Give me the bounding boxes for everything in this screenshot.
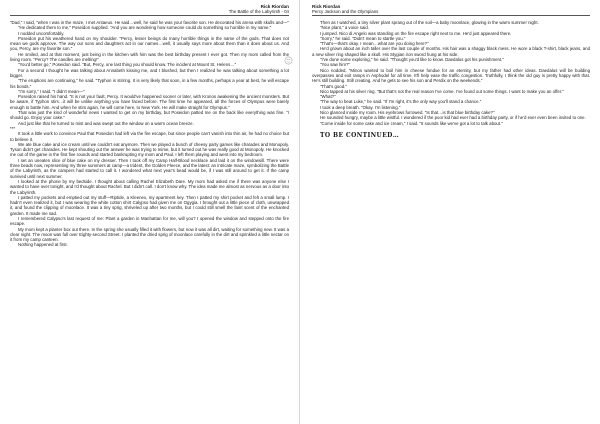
paragraph: Then as I watched, a tiny silver plant sprang out of the soil—a baby moonlace, glowing in the warm summer night.	[320, 20, 539, 25]
left-page-body	[10, 20, 289, 248]
paragraph: "You saw him?"	[320, 62, 350, 68]
paragraph: "Come inside for some cake and ice cream," I said. "It sounds like we've got a lot to talk about."	[320, 120, 503, 126]
paragraph: Nico glanced inside my room. His eyebrows furrowed. "Is that…is that blue birthday cake?"	[320, 110, 495, 116]
paragraph: I took a deep breath. "Okay. I'm listening."	[320, 104, 401, 110]
paragraph: And just like that he turned to mist and was swept out the window on a warm ocean breeze.	[18, 120, 194, 126]
paragraph: It took a little work to convince Paul that Poseidon had left via the fire escape, but since people can't vanish into thin air, he had no choice but to believe it.	[10, 131, 289, 142]
paragraph: "Sorry," he said. "Didn't mean to startle you."	[320, 35, 406, 41]
paragraph: We ate blue cake and ice cream until we couldn't eat anymore. Then we played a bunch of cheesy party games like charades and Monopoly. Tyson didn't get charades. He kept shouting out the answer he was trying to mime, but it turned out he was really good at Monopoly. He knocked me out of the game in the first five rounds and started bankrupting my mom and Paul. I left them playing and went into my bedroom.	[10, 141, 289, 158]
paragraph: "That's good."	[320, 83, 347, 89]
right-page-book-title: Percy Jackson and the Olympians	[312, 9, 590, 16]
paragraph: I nodded uncomfortably.	[18, 30, 65, 36]
paragraph: He'd grown about an inch taller over the last couple of months. His hair was a shaggy black mess. He wore a black T-shirt, black jeans, and a new silver ring shaped like a skull. His Stygian iron sword hung at his side.	[312, 46, 590, 57]
page-corner-icon	[284, 56, 293, 65]
paragraph: I set an uneaten slice of blue cake on my dresser. Then I took off my Camp Half-Blood necklace and laid it on the windowsill. There were three beads now, representing my three summers at camp—a trident, the Golden Fleece, and the latest: an intricate maze, symbolizing the Battle of the Labyrinth, as the campers had started to call it. I wondered what next year's bead would be, if I was still around to get it. If the camp survived until next summer.	[10, 157, 289, 179]
paragraph: I jumped. Nico di Angelo was standing on the fire escape right next to me. He'd just appeared there.	[320, 30, 512, 36]
right-page-header	[312, 4, 590, 18]
right-page	[300, 0, 600, 424]
paragraph: "Nice plant," a voice said.	[320, 25, 369, 31]
paragraph: "I've done some exploring," he said. "Thought you'd like to know. Daedalus got his punishment."	[320, 57, 504, 63]
paragraph: "He dedicated them to me," Poseidon supplied. "And you are wondering how someone could do something so horrible in my name."	[18, 25, 272, 31]
paragraph: "The way to beat Luke," he said. "If I'm right, it's the only way you'll stand a chance."	[320, 99, 482, 105]
to-be-continued-heading: TO BE CONTINUED…	[320, 131, 400, 139]
paragraph: He sounded hungry, maybe a little wistful. I wondered if the poor kid had ever had a birthday party, or if he'd ever even been invited to one.	[320, 115, 586, 121]
paragraph: Poseidon put his weathered hand on my shoulder. "Percy, lesser beings do many horrible things in the name of the gods. That does not mean we gods approve. The way our sons and daughters act in our names…well, it usually says more about them than it does about us. And you, Percy, are my favorite son."	[10, 35, 289, 52]
paragraph: Poseidon raised his hand. "It is not your fault, Percy. It would've happened sooner or later, with Kronos awakening the ancient monsters. But be aware, if Typhon stirs…it will be unlike anything you have faced before. The first time he appeared, all the forces of Olympus were barely enough to battle him. And when he stirs again, he will come here, to New York. He will make straight for Olympus."	[10, 94, 289, 110]
left-page-author: Rick Riordan	[260, 4, 289, 9]
left-page-header	[10, 4, 289, 18]
paragraph: My mom kept a planter box out there. In the spring she usually filled it with flowers, but now it was all dirt, waiting for something new. It was a clear night. The moon was full over Eighty-second Street. I planted the dried sprig of moonlace carefully in the dirt and sprinkled a little nectar on it from my camp canteen.	[10, 226, 289, 243]
paragraph: I remembered Calypso's last request of me: Plant a garden in Manhattan for me, will you? I opened the window and stepped onto the fire escape.	[10, 215, 289, 227]
paragraph: "The eruptions are continuing," he said. "Typhon is stirring. It is very likely that soon, in a few months, perhaps a year at best, he will escape his bonds."	[10, 78, 289, 89]
paragraph: He smiled, and at that moment, just being in the kitchen with him was the best birthday present I ever got. Then my mom called from the living room. "Percy? The candles are melting!"	[10, 51, 289, 63]
paragraph: For a second I thought he was talking about Annabeth kissing me, and I blushed, but then I realized he was talking about something a lot bigger.	[10, 67, 289, 78]
paragraph: That was just the kind of wonderful news I wanted to get on my birthday, but Poseidon patted me on the back like everything was fine. "I should go. Enjoy your cake."	[10, 110, 289, 121]
paragraph: "I'm sorry," I said. "I didn't mean—"	[18, 88, 85, 94]
right-page-body	[312, 20, 590, 139]
paragraph: "You'd better go," Poseidon said. "But, Percy, one last thing you should know. The incident at Mount St. Helens…"	[18, 62, 237, 68]
scene-break: ***	[10, 125, 16, 131]
left-page-book-title: The Battle of the Labyrinth - 04	[10, 9, 289, 16]
paragraph: Nico tapped at his silver ring. "But that's not the real reason I've come. I've found out some things. I want to make you an offer."	[320, 88, 564, 94]
paragraph: "That's—that's okay. I mean…what are you doing here?"	[320, 41, 429, 47]
right-page-author: Rick Riordan	[312, 4, 341, 9]
paragraph: Nico nodded. "Minos wanted to boil him in cheese fondue for an eternity, but my father had other ideas. Daedalus will be building overpasses and exit ramps in Asphodel for all time. It'll help ease the traffic congestion. Truthfully, I think the old guy is pretty happy with that. He's still building. Still creating. And he gets to see his son and Perdix on the weekends."	[312, 67, 590, 84]
paragraph: Nothing happened at first.	[18, 242, 68, 248]
paragraph: I looked at the phone by my bedside. I thought about calling Rachel Elizabeth Dare. My mom had asked me if there was anyone else I wanted to have over tonight, and I'd thought about Rachel. But I didn't call. I don't know why. The idea made me almost as nervous as a door into the Labyrinth.	[10, 178, 289, 195]
paragraph: "What?"	[320, 94, 336, 100]
paragraph: "Dad," I said, "when I was in the maze, I met Antaeus. He said…well, he said he was your favorite son. He decorated his arena with skulls and—"	[10, 20, 289, 25]
paragraph: I patted my pockets and emptied out my stuff—Riptide, a Kleenex, my apartment key. Then I patted my shirt pocket and felt a small lump. I hadn't even realized it, but I was wearing the white cotton shirt Calypso had given me on Ogygia. I brought out a little piece of cloth, unwrapped it, and found the clipping of moonlace. It was a tiny sprig, shriveled up after two months, but I could still smell the faint scent of the enchanted garden. It made me sad.	[10, 194, 289, 216]
